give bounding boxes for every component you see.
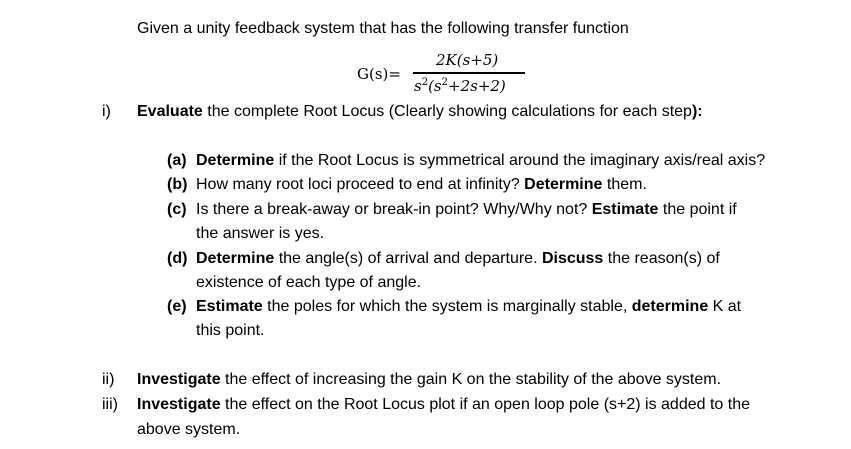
- sub-question-c-text: Is there a break-away or break-in point? Why/Why not? Estimate the point if: [196, 201, 737, 218]
- sub-question-b-text: How many root loci proceed to end at infinity? Determine them.: [196, 176, 647, 193]
- question-3-number: iii): [102, 396, 118, 413]
- sub-question-a-letter: (a): [167, 152, 187, 169]
- sub-question-e-letter: (e): [167, 298, 187, 315]
- sub-question-d-letter: (d): [167, 250, 188, 267]
- sub-question-e-text: Estimate the poles for which the system is marginally stable, determine K at: [196, 298, 742, 315]
- sub-question-c-letter: (c): [167, 201, 187, 218]
- transfer-function-numerator: 2K(s+5): [436, 51, 499, 69]
- transfer-function-denominator: $s^2(s^2+2s+2)$: [414, 77, 506, 95]
- sub-question-e-line2: this point.: [196, 322, 265, 339]
- transfer-function-label: G(s)=: [357, 65, 401, 83]
- intro-text: Given a unity feedback system that has the following transfer function: [137, 20, 629, 37]
- question-3-line2: above system.: [137, 421, 241, 438]
- question-2-text: Investigate the effect of increasing the gain K on the stability of the above system.: [137, 371, 722, 388]
- sub-question-d-line2: existence of each type of angle.: [196, 274, 422, 291]
- sub-question-a-text: Determine if the Root Locus is symmetrical around the imaginary axis/real axis?: [196, 152, 766, 169]
- sub-question-d-text: Determine the angle(s) of arrival and departure. Discuss the reason(s) of: [196, 250, 720, 267]
- question-1-text: Evaluate the complete Root Locus (Clearly showing calculations for each step):: [137, 103, 703, 120]
- sub-question-c-line2: the answer is yes.: [196, 225, 325, 242]
- question-2-number: ii): [102, 371, 115, 388]
- question-1-number: i): [102, 103, 111, 120]
- question-3-text: Investigate the effect on the Root Locus plot if an open loop pole (s+2) is added to the: [137, 396, 750, 413]
- fraction-bar: [413, 72, 525, 74]
- sub-question-b-letter: (b): [167, 176, 188, 193]
